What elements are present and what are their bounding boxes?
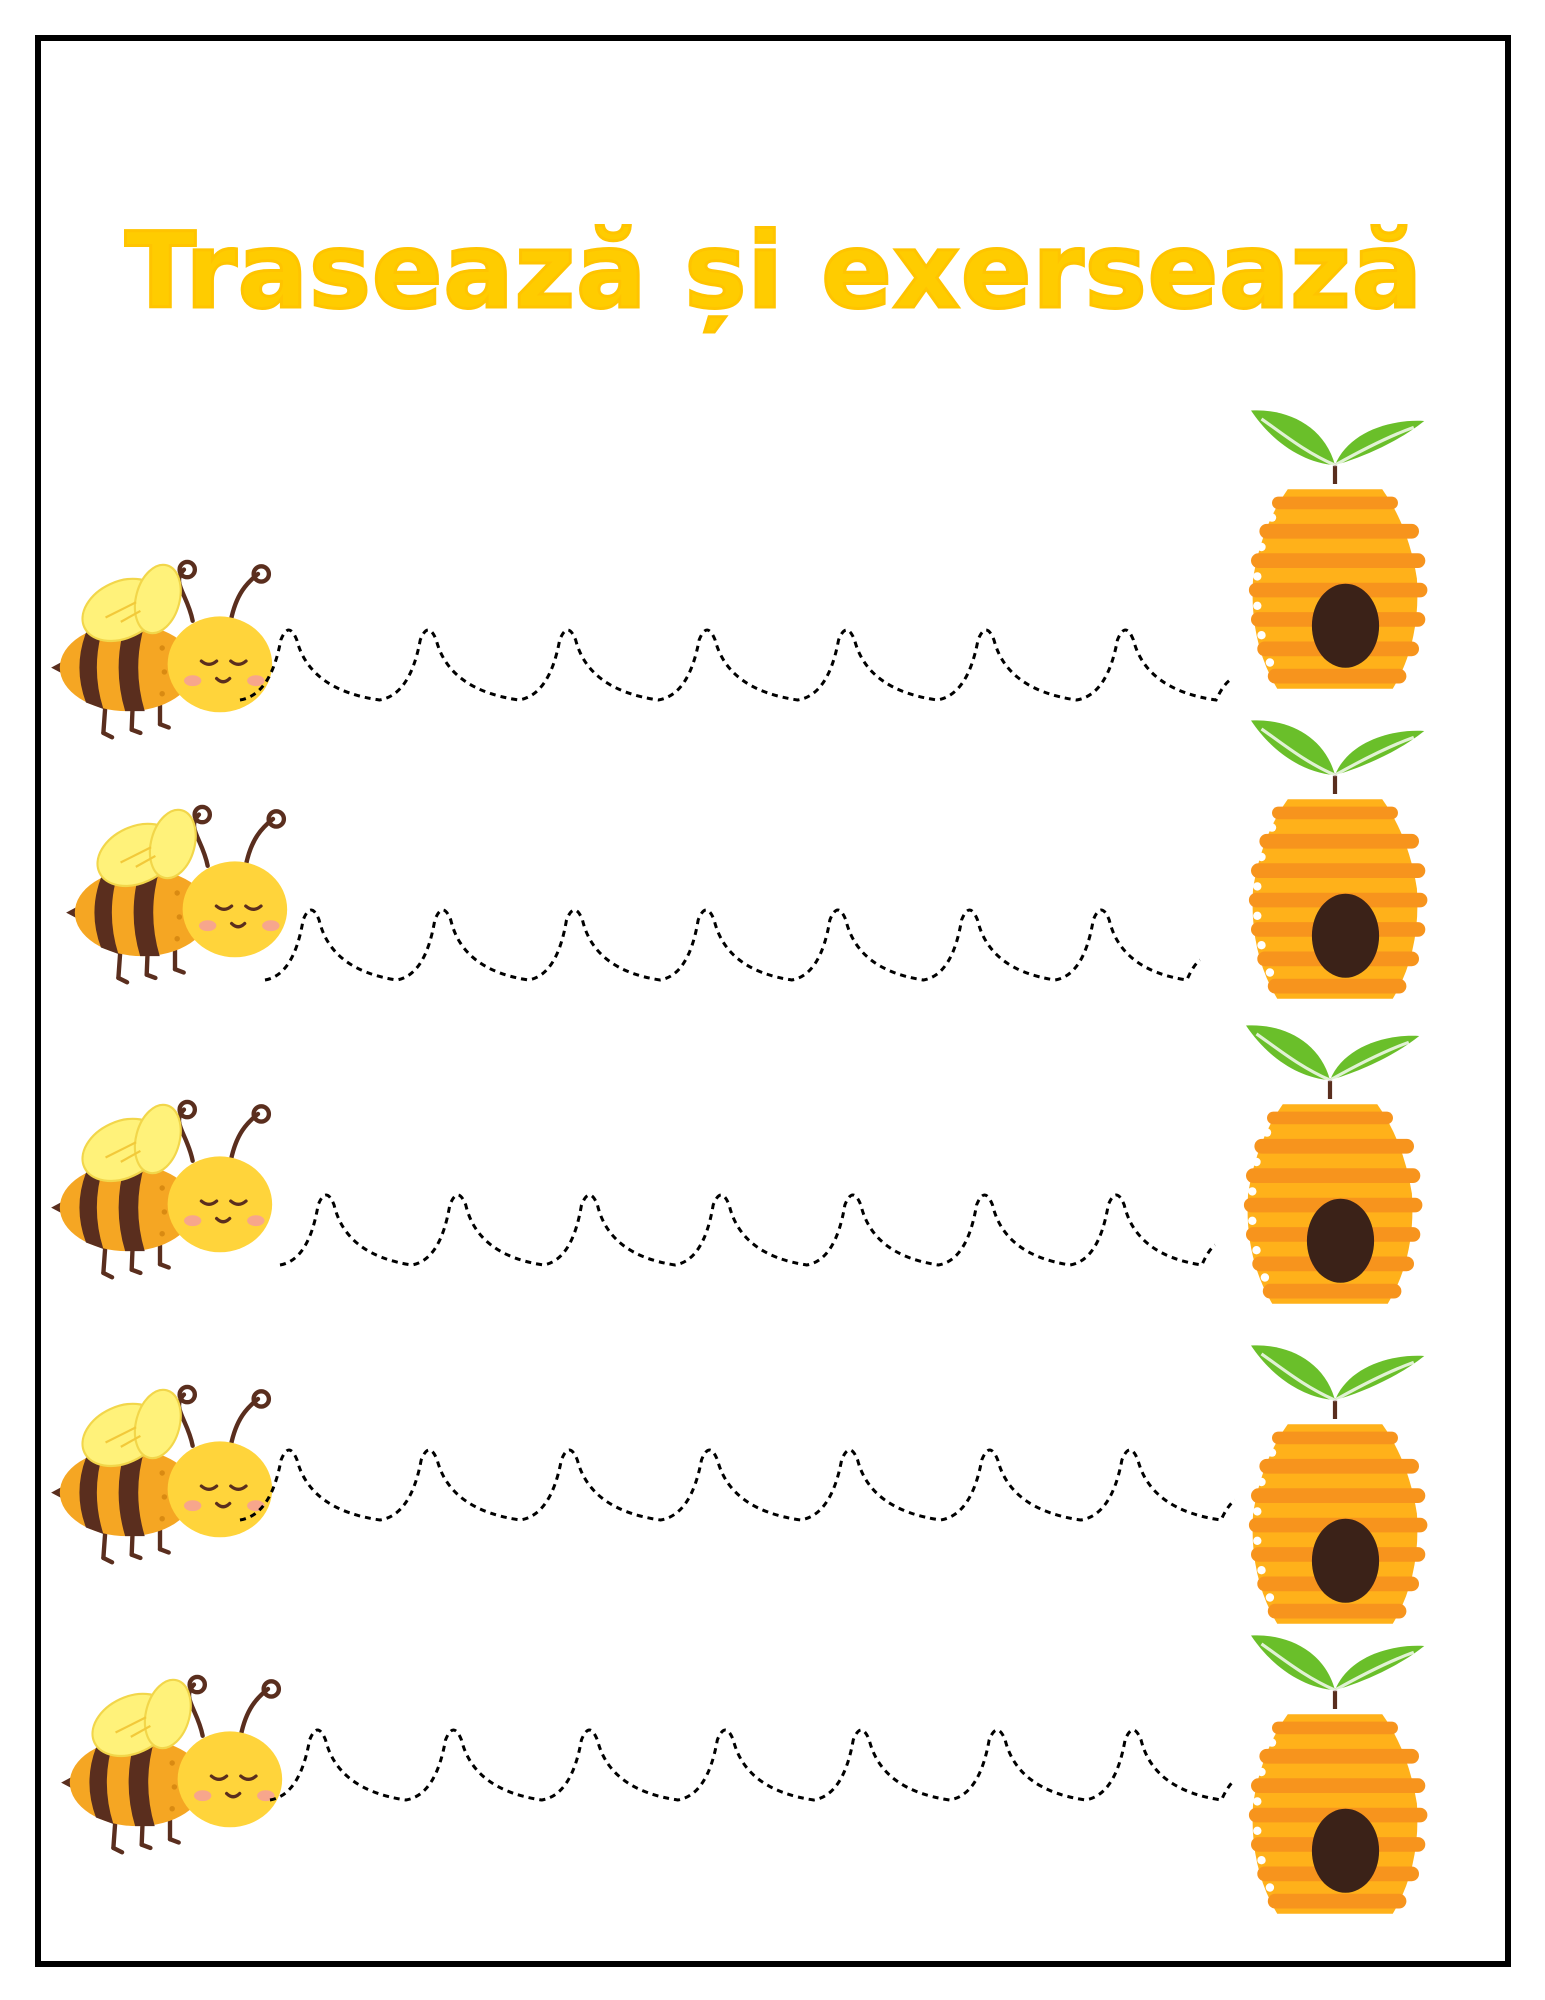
bee-icon [51, 560, 272, 738]
dashed-scallop-trace-line[interactable] [240, 1450, 1235, 1520]
beehive-icon [1249, 410, 1428, 688]
dashed-scallop-trace-line[interactable] [280, 1195, 1215, 1265]
trace-rows [51, 410, 1427, 1913]
dashed-scallop-trace-line[interactable] [240, 630, 1230, 700]
bee-icon [66, 805, 287, 983]
beehive-icon [1249, 720, 1428, 998]
bee-icon [61, 1675, 282, 1853]
worksheet-title: Trasează și exersează [124, 210, 1424, 332]
beehive-icon [1244, 1025, 1423, 1303]
beehive-icon [1249, 1345, 1428, 1623]
beehive-icon [1249, 1635, 1428, 1913]
dashed-scallop-trace-line[interactable] [265, 910, 1200, 980]
bee-icon [51, 1100, 272, 1278]
dashed-scallop-trace-line[interactable] [270, 1730, 1235, 1800]
title-container [36, 210, 1512, 332]
bee-icon [51, 1385, 272, 1563]
